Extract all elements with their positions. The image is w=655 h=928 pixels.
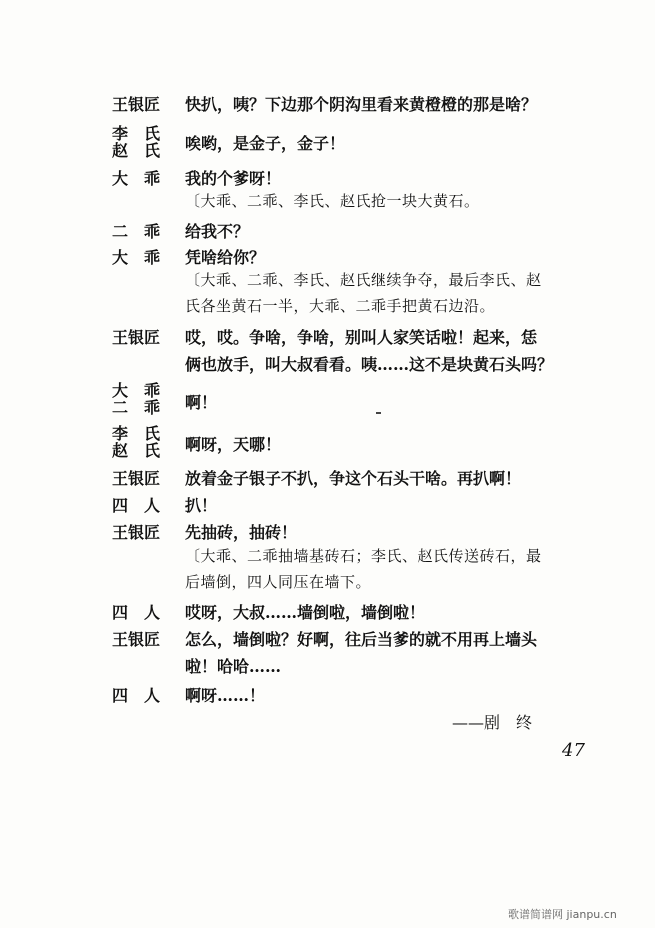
speaker-stack-li-zhao (112, 425, 160, 459)
speaker-wang-yinjiang: 王银匠 (112, 523, 161, 542)
dialogue-line: 哎，哎。争啥，争啥，别叫人家笑话啦！起来，恁 (185, 328, 538, 347)
speaker-stack-da-er (112, 382, 160, 416)
dialogue-line: 给我不？ (185, 222, 250, 241)
speaker-li: 李 氏 (112, 124, 161, 143)
speaker-da-guai: 大 乖 (112, 248, 161, 267)
page-number: 47 (562, 740, 585, 761)
play-ending: ——剧 终 (452, 713, 533, 732)
speaker-wang-yinjiang: 王银匠 (112, 328, 161, 347)
watermark: 歌谱简谱网 jianpu.cn (508, 908, 617, 921)
dialogue-line: 俩也放手，叫大叔看看。咦……这不是块黄石头吗？ (185, 355, 554, 374)
dialogue-line: 扒！ (185, 496, 218, 515)
speaker-zhao: 赵 氏 (112, 141, 161, 160)
dialogue-line: 唉哟，是金子，金子！ (185, 134, 346, 153)
speaker-si-ren: 四 人 (112, 603, 161, 622)
speaker-zhao: 赵 氏 (112, 441, 161, 460)
dialogue-line: 先抽砖，抽砖！ (185, 523, 298, 542)
dialogue-line: 我的个爹呀！ (185, 169, 282, 188)
speaker-wang-yinjiang: 王银匠 (112, 95, 161, 114)
dialogue-line: 快扒，咦？下边那个阴沟里看来黄橙橙的那是啥？ (185, 95, 538, 114)
speaker-li: 李 氏 (112, 424, 161, 443)
speaker-er-guai: 二 乖 (112, 222, 161, 241)
stage-direction: 氏各坐黄石一半，大乖、二乖手把黄石边沿。 (185, 297, 496, 315)
speaker-si-ren: 四 人 (112, 686, 161, 705)
stage-direction: 〔大乖、二乖、李氏、赵氏继续争夺，最后李氏、赵 (185, 271, 542, 289)
speaker-da-guai: 大 乖 (112, 169, 161, 188)
speaker-stack-li-zhao (112, 125, 160, 159)
dialogue-line: 啊呀……！ (185, 686, 266, 705)
dialogue-line: 凭啥给你？ (185, 248, 266, 267)
dialogue-line: 怎么，墙倒啦？好啊，往后当爹的就不用再上墙头 (185, 630, 538, 649)
dialogue-line: 啊呀，天哪！ (185, 435, 282, 454)
dialogue-line: 哎呀，大叔……墙倒啦，墙倒啦！ (185, 603, 426, 622)
speaker-si-ren: 四 人 (112, 496, 161, 515)
speaker-wang-yinjiang: 王银匠 (112, 469, 161, 488)
print-speck (376, 412, 381, 414)
speaker-er-guai: 二 乖 (112, 398, 161, 417)
dialogue-line: 啊！ (185, 393, 218, 412)
dialogue-line: 放着金子银子不扒，争这个石头干啥。再扒啊！ (185, 469, 522, 488)
dialogue-line: 啦！哈哈…… (185, 657, 282, 676)
stage-direction: 〔大乖、二乖、李氏、赵氏抢一块大黄石。 (185, 192, 480, 210)
speaker-wang-yinjiang: 王银匠 (112, 630, 161, 649)
speaker-da-guai: 大 乖 (112, 381, 161, 400)
stage-direction: 后墙倒，四人同压在墙下。 (185, 573, 372, 591)
stage-direction: 〔大乖、二乖抽墙基砖石；李氏、赵氏传送砖石，最 (185, 547, 542, 565)
